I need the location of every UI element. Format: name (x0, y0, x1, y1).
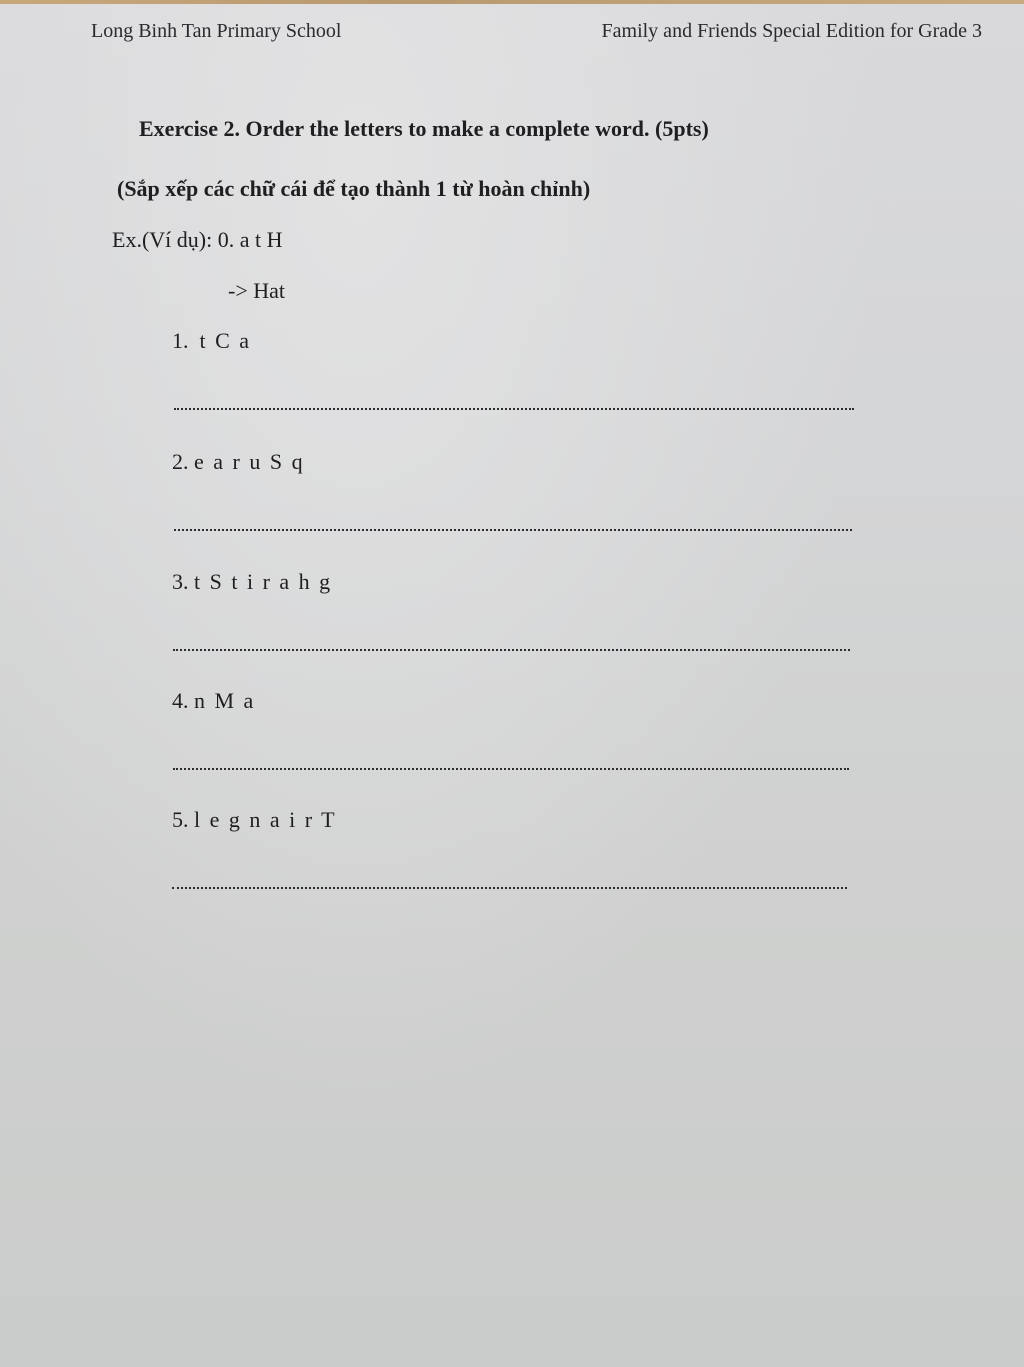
answer-line-5[interactable] (172, 887, 847, 889)
item-letters: n M a (194, 688, 256, 713)
answer-line-1[interactable] (174, 408, 854, 410)
answer-line-2[interactable] (174, 529, 852, 531)
item-number: 3. (172, 569, 189, 594)
item-1 (172, 328, 251, 354)
paper-top-edge (0, 0, 1024, 4)
item-number: 2. (172, 449, 189, 474)
item-4 (172, 688, 255, 714)
exercise-title: Exercise 2. Order the letters to make a complete word. (5pts) (139, 116, 709, 141)
item-letters: t S t i r a h g (194, 569, 333, 594)
item-2 (172, 449, 305, 475)
item-letters: e a r u S q (194, 449, 305, 474)
item-number: 4. (172, 688, 189, 713)
answer-line-4[interactable] (173, 768, 849, 770)
school-name: Long Binh Tan Primary School (91, 20, 342, 42)
exercise-subtitle: (Sắp xếp các chữ cái để tạo thành 1 từ hoàn chỉnh) (117, 176, 591, 201)
item-number: 5. (172, 807, 189, 832)
item-letters: l e g n a i r T (194, 807, 337, 832)
example-prompt: Ex.(Ví dụ): 0. a t H (112, 227, 283, 252)
item-3 (172, 569, 332, 595)
example-answer: -> Hat (228, 278, 285, 303)
answer-line-3[interactable] (173, 649, 850, 651)
item-letters: t C a (199, 328, 252, 353)
course-name: Family and Friends Special Edition for Grade 3 (601, 20, 982, 42)
item-number: 1. (172, 328, 189, 353)
item-5 (172, 807, 337, 833)
